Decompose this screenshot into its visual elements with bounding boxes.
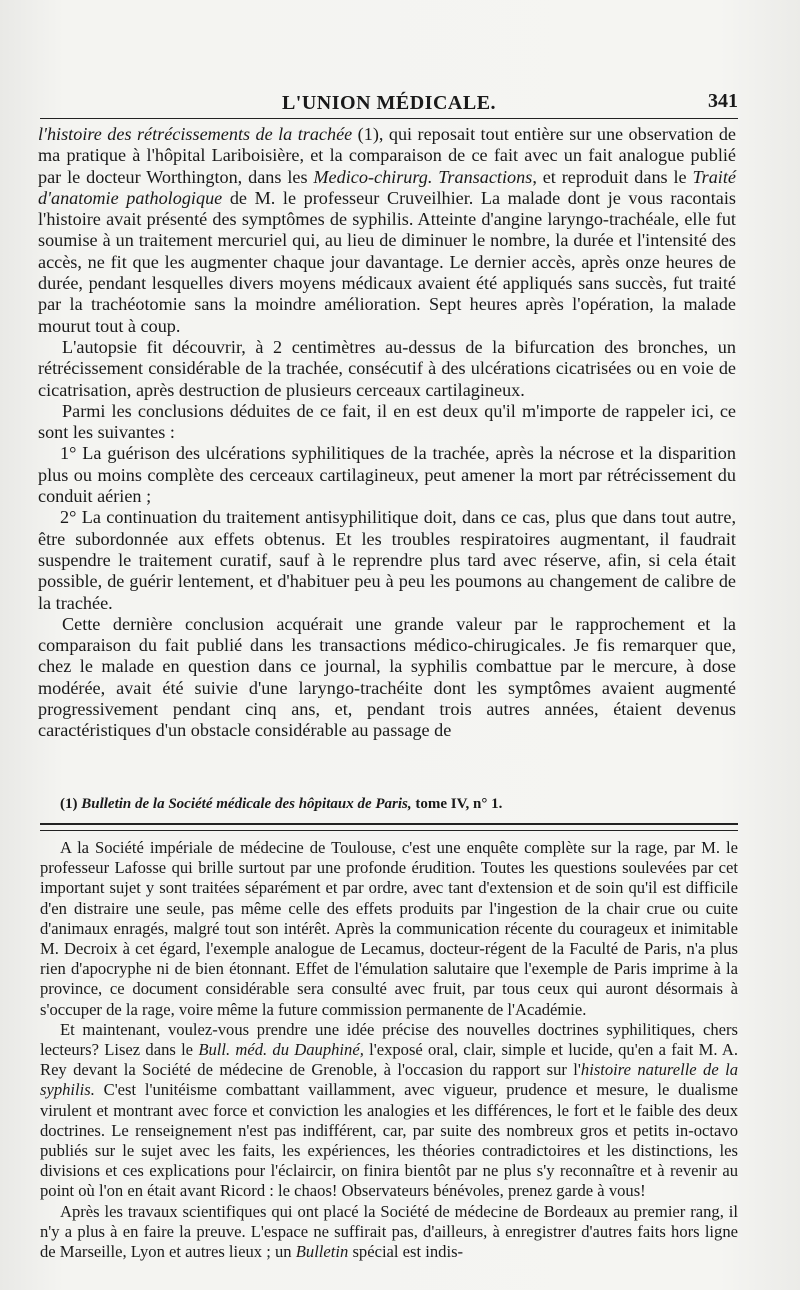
- report-title: histoire naturelle de la syphilis.: [40, 1060, 738, 1100]
- book-title: Traité d'anatomie pathologique: [38, 166, 736, 208]
- article-paragraph-2: L'autopsie fit découvrir, à 2 centimètres au-dessus de la bifurcation des bronches, un rétrécissement considérable de la trachée, consécutif à des ulcérations cicatrisées ou en voie de cicatrisation, après destruction de plusieurs cerceaux cartilagineux.: [38, 336, 736, 400]
- bulletin-title: Bulletin: [295, 1242, 349, 1262]
- cited-title: l'histoire des rétrécissements de la trachée: [38, 124, 353, 144]
- feuilleton-paragraph-3: Après les travaux scientifiques qui ont placé la Société de médecine de Bordeaux au premier rang, il n'y a plus à en faire la preuve. L'espace ne suffirait pas, d'ailleurs, à enregistrer d'autres faits hors ligne de Marseille, Lyon et autres lieux ; un Bulletin spécial est indis-: [40, 1201, 738, 1262]
- feuilleton-section: [40, 838, 738, 1262]
- header-rule: [40, 118, 738, 119]
- running-title: L'UNION MÉDICALE.: [281, 91, 497, 114]
- footnote: (1) Bulletin de la Société médicale des hôpitaux de Paris, tome IV, n° 1.: [60, 796, 503, 812]
- article-paragraph-3: Parmi les conclusions déduites de ce fait, il en est deux qu'il m'importe de rappeler ici, ce sont les suivantes :: [38, 400, 736, 443]
- conclusion-1: 1° La guérison des ulcérations syphilitiques de la trachée, après la nécrose et la disparition plus ou moins complète des cerceaux cartilagineux, peut amener la mort par rétrécissement du conduit aérien ;: [38, 443, 736, 507]
- feuilleton-separator: [40, 823, 738, 831]
- journal-title: Bull. méd. du Dauphiné,: [198, 1040, 364, 1060]
- page-header: [40, 90, 738, 116]
- article-paragraph-6: Cette dernière conclusion acquérait une grande valeur par le rapprochement et la comparaison du fait publié dans les transactions médico-chirugicales. Je fis remarquer que, chez le malade en question dans ce journal, la syphilis combattue par le mercure, à dose modérée, avait été suivie d'une laryngo-trachéite dont les symptômes avaient augmenté progressivement pendant cinq ans, et, pendant trois autres années, étaient devenus caractéristiques d'un obstacle considérable au passage de: [38, 613, 736, 741]
- article-paragraph-1: l'histoire des rétrécissements de la trachée (1), qui reposait tout entière sur une observation de ma pratique à l'hôpital Lariboisière, et la comparaison de ce fait avec un fait analogue publié par le docteur Worthington, dans les Medico-chirurg. Transactions, et reproduit dans le Traité d'anatomie pathologique de M. le professeur Cruveilhier. La malade dont je vous racontais l'histoire avait présenté des symptômes de syphilis. Atteinte d'angine laryngo-trachéale, elle fut soumise à un traitement mercuriel qui, au lieu de diminuer le nombre, la durée et l'intensité des accès, ne fit que les augmenter chaque jour davantage. Le dernier accès, après onze heures de durée, pendant lesquelles divers moyens médicaux avaient été appliqués sans succès, fut traité par la trachéotomie sans la moindre amélioration. Sept heures après l'opération, la malade mourut tout à coup.: [38, 124, 737, 336]
- conclusion-2: 2° La continuation du traitement antisyphilitique doit, dans ce cas, plus que dans tout autre, être subordonnée aux effets obtenus. Et les troubles respiratoires augmentant, il faudrait suspendre le traitement curatif, sauf à le reprendre plus tard avec réserve, afin, si cela était possible, de guérir lentement, et d'habituer peu à peu les poumons au changement de calibre de la trachée.: [38, 507, 736, 613]
- footnote-source: Bulletin de la Société médicale des hôpitaux de Paris,: [81, 796, 412, 812]
- article-body: [38, 124, 736, 742]
- journal-title: Medico-chirurg. Transactions: [313, 166, 533, 187]
- feuilleton-paragraph-1: A la Société impériale de médecine de Toulouse, c'est une enquête complète sur la rage, par M. le professeur Lafosse qui brille surtout par une profonde érudition. Toutes les questions soulevées par cet important sujet y sont traitées séparément et par ordre, avec tant d'extension et de soin qu'il est difficile d'en distraire une seule, pas même celle des effets produits par l'ingestion de la chair crue ou cuite d'animaux enragés, malgré tout son intérêt. Après la communication récente du courageux et inimitable M. Decroix à cet égard, l'exemple analogue de Lecamus, docteur-régent de la Faculté de Paris, n'a plus rien d'apocryphe ni de bien étonnant. Effet de l'émulation salutaire que l'exemple de Paris imprime à la province, ce document considérable sera consulté avec fruit, par tous ceux qui auront désormais à s'occuper de la rage, voire même la future commission permanente de l'Académie.: [40, 838, 738, 1019]
- feuilleton-paragraph-2: Et maintenant, voulez-vous prendre une idée précise des nouvelles doctrines syphilitiques, chers lecteurs? Lisez dans le Bull. méd. du Dauphiné, l'exposé oral, clair, simple et lucide, qu'en a fait M. A. Rey devant la Société de médecine de Grenoble, à l'occasion du rapport sur l'histoire naturelle de la syphilis. C'est l'unitéisme combattant vaillamment, avec vigueur, prudence et mesure, le dualisme virulent et montrant avec force et conviction les analogies et les différences, le fort et le faible des deux doctrines. Le renseignement n'est pas indifférent, car, par suite des nombreux gros et petits in-octavo publiés sur le sujet avec les faits, les expériences, les théories contradictoires et les distinctions, les divisions et ces explications pour l'éclaircir, on finira bientôt par ne plus s'y reconnaître et à revenir au point où l'on en était avant Ricord : le chaos! Observateurs bénévoles, prenez garde à vous!: [40, 1019, 738, 1201]
- page-number: 341: [708, 90, 738, 112]
